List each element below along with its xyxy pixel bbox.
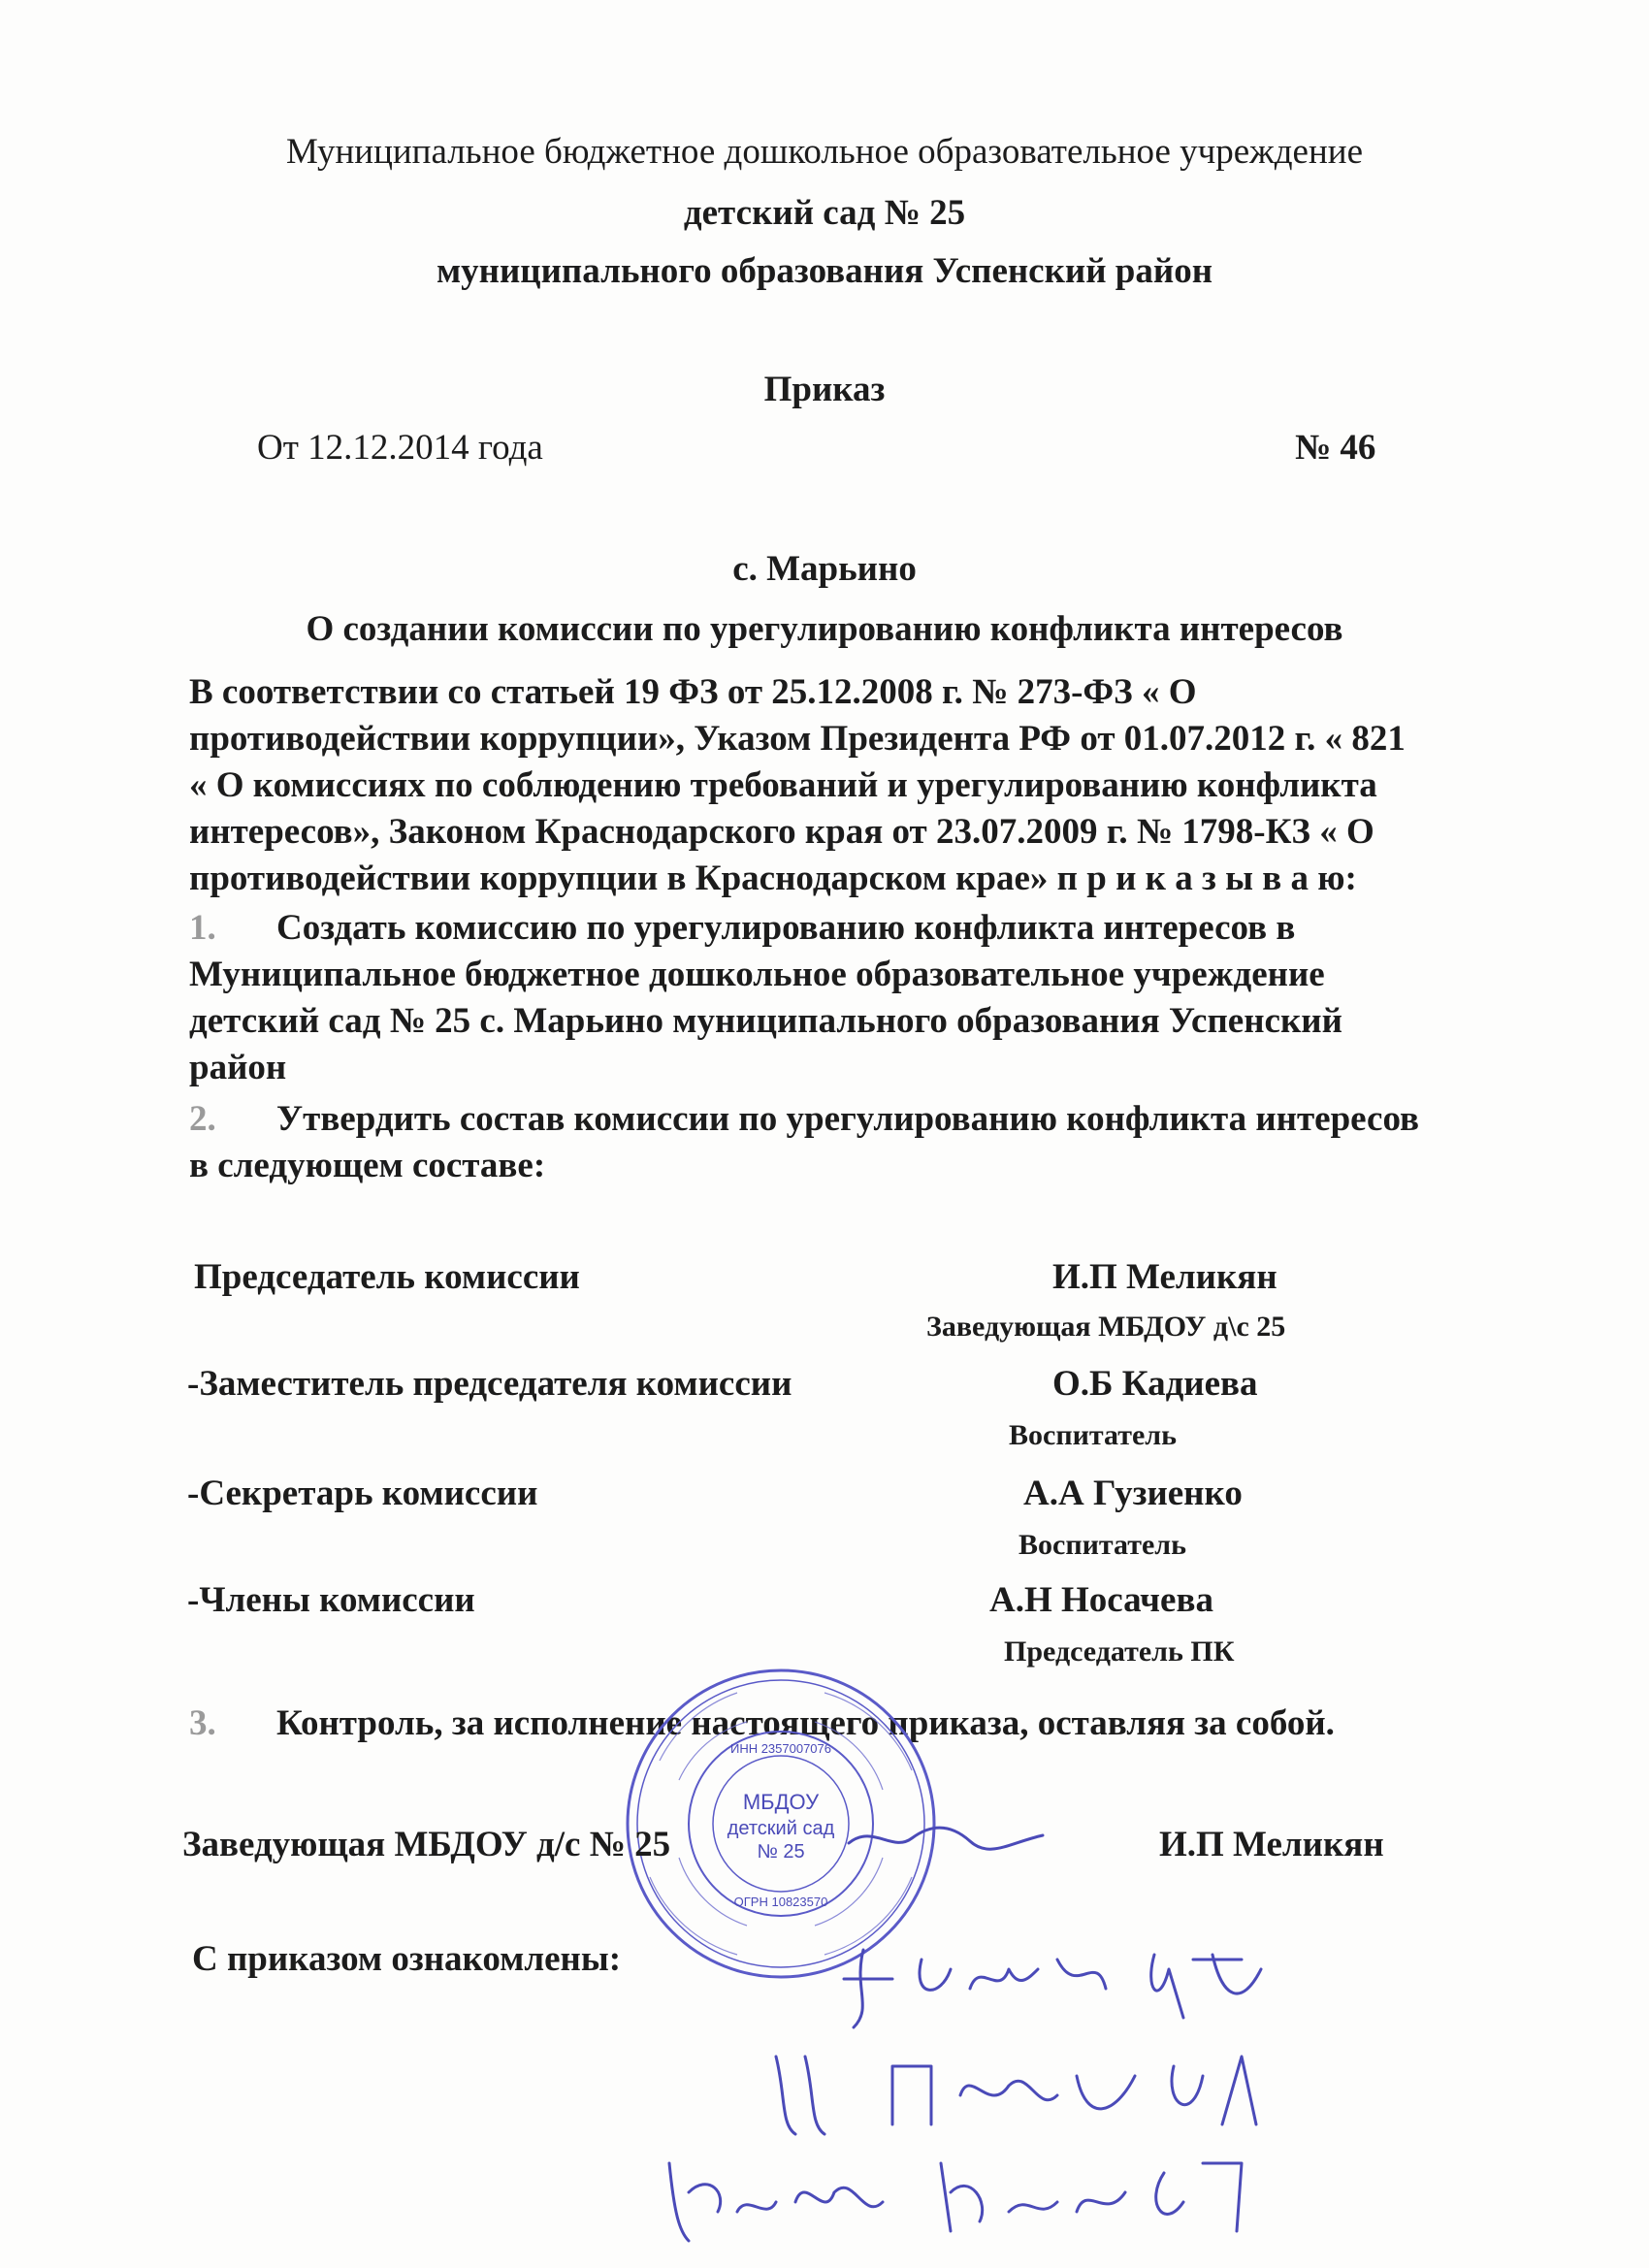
preamble-line: противодействии коррупции», Указом Президента РФ от 01.07.2012 г. « 821	[189, 719, 1406, 759]
committee-role: -Секретарь комиссии	[187, 1474, 538, 1513]
item1-line: Муниципальное бюджетное дошкольное образовательное учреждение	[189, 955, 1325, 994]
item1-line: район	[189, 1048, 287, 1087]
committee-position: Воспитатель	[1009, 1419, 1177, 1451]
item2-line: в следующем составе:	[189, 1146, 546, 1185]
org-name-line3: муниципального образования Успенский район	[436, 251, 1213, 291]
item3-line: Контроль, за исполнение настоящего приказа, оставляя за собой.	[276, 1703, 1335, 1743]
committee-position: Воспитатель	[1018, 1529, 1186, 1561]
handwritten-signature-kadieva	[660, 2134, 1261, 2251]
order-date: От 12.12.2014 года	[257, 428, 543, 468]
signer-name: И.П Меликян	[1159, 1825, 1384, 1864]
order-place: с. Марьино	[732, 549, 917, 589]
preamble-line: В соответствии со статьей 19 ФЗ от 25.12.2008 г. № 273-ФЗ « О	[189, 672, 1197, 712]
committee-position: Заведующая МБДОУ д\с 25	[926, 1311, 1286, 1343]
committee-name: О.Б Кадиева	[1052, 1364, 1258, 1404]
preamble-line: противодействии коррупции в Краснодарском крае» п р и к а з ы в а ю:	[189, 859, 1357, 898]
signer-title: Заведующая МБДОУ д/с № 25	[182, 1825, 671, 1864]
stamp-center-line3: № 25	[757, 1841, 805, 1863]
org-name-line1: Муниципальное бюджетное дошкольное образовательное учреждение	[286, 132, 1363, 172]
order-subject: О создании комиссии по урегулированию конфликта интересов	[306, 609, 1343, 649]
item1-line: детский сад № 25 с. Марьино муниципального образования Успенский	[189, 1001, 1342, 1041]
order-title: Приказ	[763, 370, 886, 409]
stamp-inn: ИНН 2357007076	[729, 1741, 832, 1756]
order-number: № 46	[1295, 428, 1376, 468]
committee-name: А.А Гузиенко	[1023, 1474, 1243, 1513]
handwritten-signature-nosacheva	[766, 2037, 1271, 2144]
preamble-line: интересов», Законом Краснодарского края от 23.07.2009 г. № 1798-КЗ « О	[189, 812, 1374, 852]
committee-name: И.П Меликян	[1052, 1257, 1277, 1297]
handwritten-signature-guzienko	[834, 1930, 1280, 2037]
item1-line: Создать комиссию по урегулированию конфликта интересов в	[276, 908, 1296, 948]
acquainted-label: С приказом ознакомлены:	[192, 1939, 622, 1979]
stamp-center-line1: МБДОУ	[742, 1790, 820, 1814]
director-signature	[844, 1814, 1048, 1863]
committee-name: А.Н Носачева	[989, 1580, 1213, 1620]
preamble-line: « О комиссиях по соблюдению требований и урегулированию конфликта	[189, 765, 1377, 805]
org-name-line2: детский сад № 25	[683, 193, 966, 233]
committee-role: -Заместитель председателя комиссии	[187, 1364, 792, 1404]
committee-role: Председатель комиссии	[194, 1257, 580, 1297]
stamp-ogrn: ОГРН 10823570	[733, 1895, 828, 1909]
stamp-center-line2: детский сад	[727, 1818, 835, 1839]
item2-line: Утвердить состав комиссии по урегулированию конфликта интересов	[276, 1099, 1420, 1139]
committee-role: -Члены комиссии	[187, 1580, 475, 1620]
item1-number: 1.	[189, 908, 216, 948]
committee-position: Председатель ПК	[1004, 1636, 1235, 1668]
item2-number: 2.	[189, 1099, 216, 1139]
item3-number: 3.	[189, 1703, 216, 1743]
